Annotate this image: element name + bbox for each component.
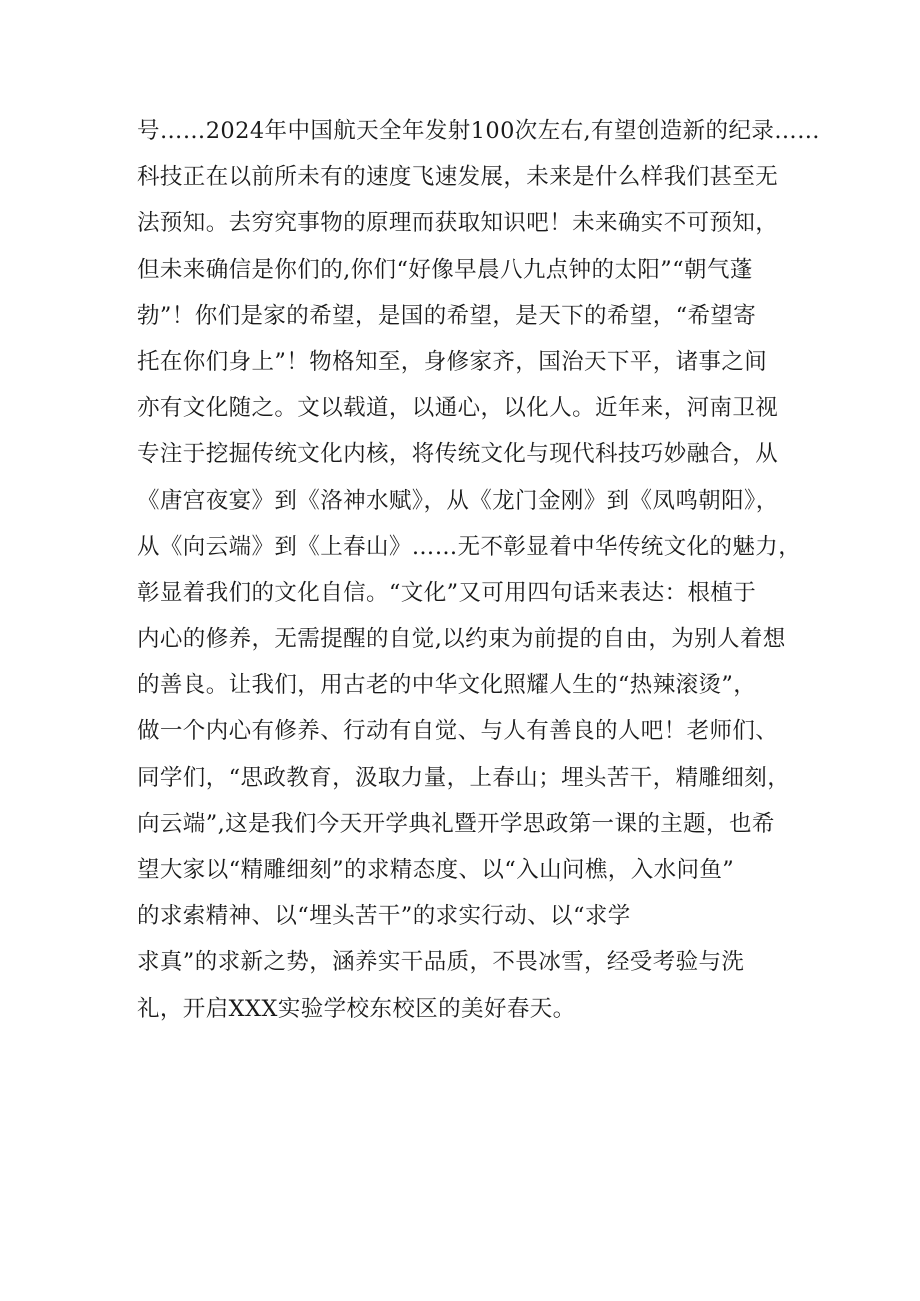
text-line-16: 向云端”,这是我们今天开学典礼暨开学思政第一课的主题，也希 <box>137 810 775 837</box>
text-line-8: 专注于挖掘传统文化内核，将传统文化与现代科技巧妙融合，从 <box>137 441 779 468</box>
text-line-20: 礼，开启XXX实验学校东校区的美好春天。 <box>137 995 576 1022</box>
text-line-17: 望大家以“精雕细刻”的求精态度、以“入山问樵，入水问鱼” <box>137 857 735 883</box>
text-line-18: 的求索精神、以“埋头苦干”的求实行动、以“求学 <box>137 903 631 930</box>
document-body <box>137 108 821 1032</box>
text-line-14: 做一个内心有修养、行动有自觉、与人有善良的人吧！老师们、 <box>137 718 779 745</box>
text-line-5: 勃”！你们是家的希望，是国的希望，是天下的希望，“希望寄 <box>137 302 757 329</box>
text-line-9: 《唐宫夜宴》到《洛神水赋》，从《龙门金刚》到《凤鸣朝阳》， <box>137 487 779 514</box>
text-line-6: 托在你们身上”！物格知至，身修家齐，国治天下平，诸事之间 <box>137 348 768 375</box>
text-line-12: 内心的修养，无需提醒的自觉,以约束为前提的自由，为别人着想 <box>137 626 786 653</box>
text-line-2: 科技正在以前所未有的速度飞速发展，未来是什么样我们甚至无 <box>137 164 779 191</box>
text-line-11: 彰显着我们的文化自信。“文化”又可用四句话来表达：根植于 <box>137 579 757 606</box>
text-line-3: 法预知。去穷究事物的原理而获取知识吧！未来确实不可预知， <box>137 210 779 237</box>
text-line-15: 同学们，“思政教育，汲取力量，上春山；埋头苦干，精雕细刻， <box>137 764 791 791</box>
text-line-4: 但未来确信是你们的,你们“好像早晨八九点钟的太阳”“朝气蓬 <box>137 256 753 283</box>
text-line-13: 的善良。让我们，用古老的中华文化照耀人生的“热辣滚烫”， <box>137 672 757 699</box>
text-line-19: 求真”的求新之势，涵养实干品质，不畏冰雪，经受考验与洗 <box>137 949 745 976</box>
text-line-7: 亦有文化随之。文以载道，以通心，以化人。近年来，河南卫视 <box>137 395 779 422</box>
text-line-1: 号……2024年中国航天全年发射100次左右,有望创造新的纪录…… <box>137 118 821 144</box>
text-line-10: 从《向云端》到《上春山》……无不彰显着中华传统文化的魅力， <box>137 533 802 560</box>
